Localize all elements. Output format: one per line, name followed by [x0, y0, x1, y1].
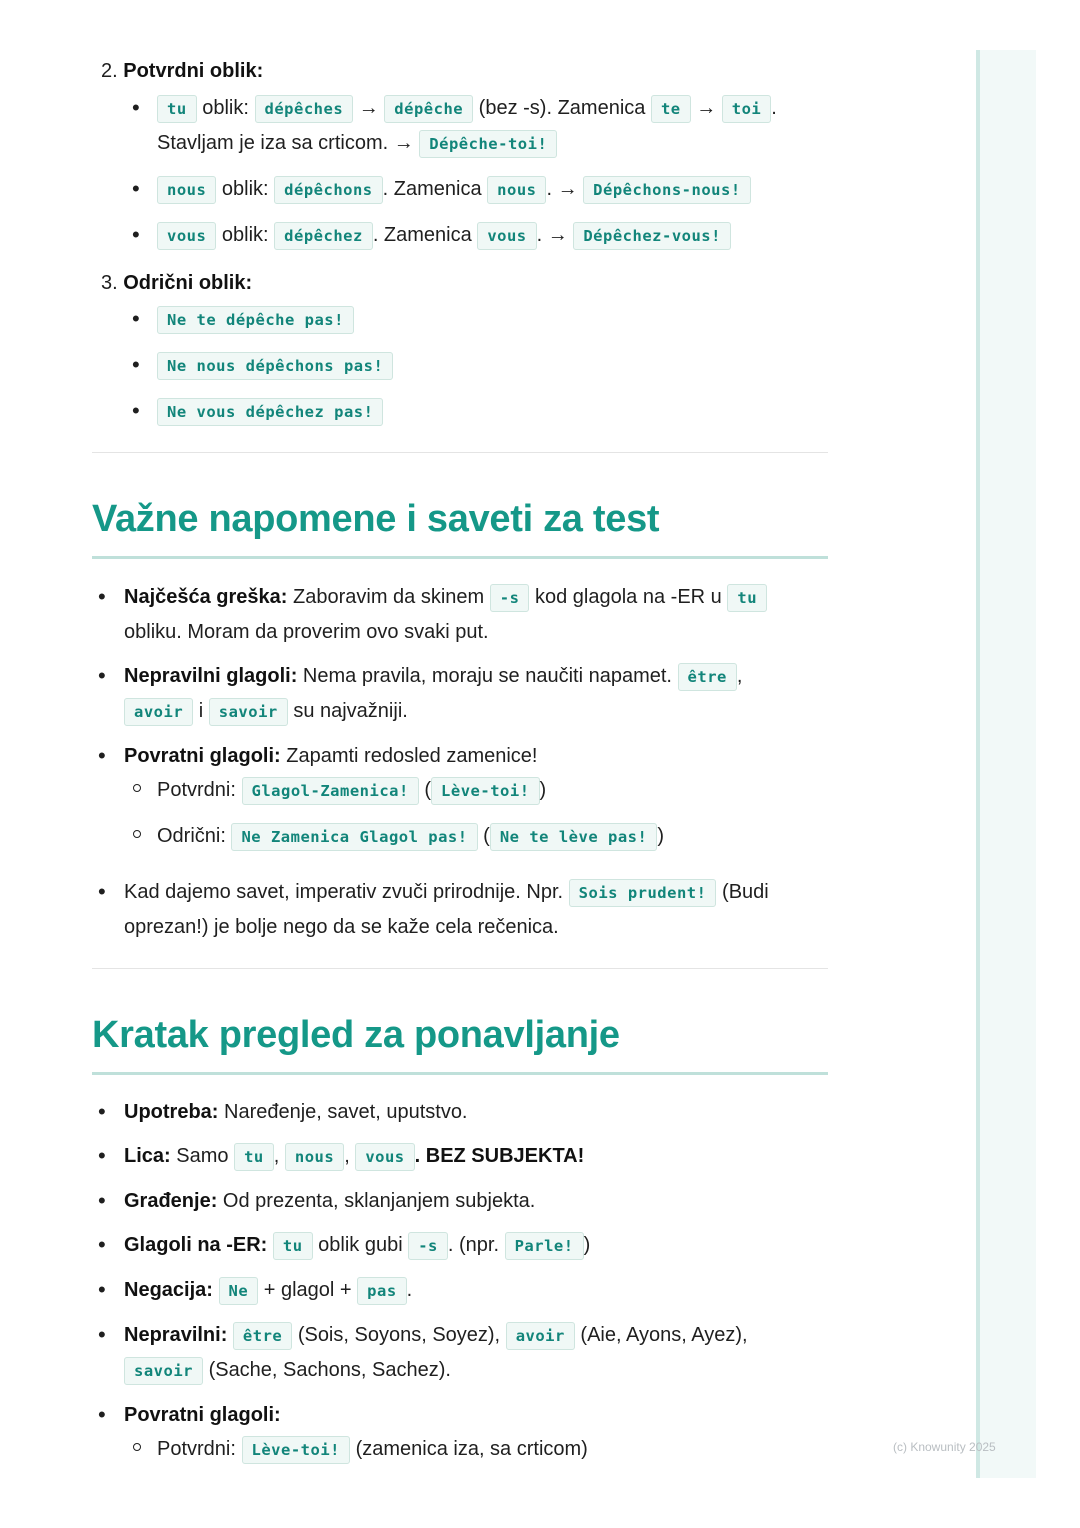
pregled-upotreba: • Upotreba: Naređenje, savet, uputstvo.: [92, 1095, 828, 1129]
odricni-title: Odrični oblik:: [123, 272, 253, 294]
napomene-heading: Važne napomene i saveti za test: [92, 498, 660, 540]
napomena-savet: • Kad dajemo savet, imperativ zvuči prirodnije. Npr. Sois prudent! (Budi oprezan!) je bolje nego da se kaže cela rečenica.: [92, 875, 828, 944]
pregled-heading: Kratak pregled za ponavljanje: [92, 1014, 620, 1056]
napomena-povratni-glagoli: • Povratni glagoli: Zapamti redosled zamenice! Potvrdni: Glagol-Zamenica! ( Lève-toi! ) Odrični: Ne Zamenica Glagol pas! ( Ne te lève pas! ): [92, 739, 828, 854]
pregled-glagoli-er: • Glagoli na -ER: tu oblik gubi -s . (npr. Parle! ): [92, 1228, 828, 1263]
povratni-potvrdni: Potvrdni: Glagol-Zamenica! ( Lève-toi! ): [124, 773, 828, 808]
potvrdni-item-vous: • vous oblik: dépêchez . Zamenica vous . → Dépêchez-vous!: [92, 218, 828, 253]
pregled-povratni: • Povratni glagoli: Potvrdni: Lève-toi! (zamenica iza, sa crticom): [92, 1398, 828, 1467]
pregled-gradjenje: • Građenje: Od prezenta, sklanjanjem subjekta.: [92, 1184, 828, 1218]
pregled-povratni-potvrdni: Potvrdni: Lève-toi! (zamenica iza, sa crticom): [124, 1432, 828, 1467]
odricni-item: • Ne vous dépêchez pas!: [92, 394, 828, 429]
odricni-section: [92, 266, 828, 429]
heading-underline: [92, 556, 828, 559]
odricni-heading: 3. Odrični oblik:: [101, 272, 253, 294]
odricni-item: • Ne nous dépêchons pas!: [92, 348, 828, 383]
pregled-nepravilni: • Nepravilni: être (Sois, Soyons, Soyez), avoir (Aie, Ayons, Ayez), savoir (Sache, Sachons, Sachez).: [92, 1318, 828, 1388]
napomena-najcesca-greska: • Najčešća greška: Zaboravim da skinem -s kod glagola na -ER u tu obliku. Moram da proverim ovo svaki put.: [92, 580, 828, 649]
napomena-nepravilni-glagoli: • Nepravilni glagoli: Nema pravila, moraju se naučiti napamet. être , avoir i savoir su najvažniji.: [92, 659, 828, 729]
right-margin-panel: [976, 50, 1036, 1478]
pregled-negacija: • Negacija: Ne + glagol + pas .: [92, 1273, 828, 1308]
potvrdni-item-tu: • tu oblik: dépêches → dépêche (bez -s). Zamenica te → toi . Stavljam je iza sa crticom. → Dépêche-toi!: [92, 91, 828, 161]
odricni-item: • Ne te dépêche pas!: [92, 302, 828, 337]
divider: [92, 452, 828, 453]
potvrdni-heading: 2. Potvrdni oblik:: [101, 60, 264, 82]
povratni-odricni: Odrični: Ne Zamenica Glagol pas! ( Ne te lève pas! ): [124, 819, 828, 854]
potvrdni-title: Potvrdni oblik:: [123, 60, 264, 82]
potvrdni-item-nous: • nous oblik: dépêchons . Zamenica nous . → Dépêchons-nous!: [92, 172, 828, 207]
pregled-lica: • Lica: Samo tu , nous , vous . BEZ SUBJEKTA!: [92, 1139, 828, 1174]
divider: [92, 968, 828, 969]
potvrdni-section: [92, 54, 828, 253]
footer-copyright: (c) Knowunity 2025: [893, 1440, 996, 1454]
heading-underline: [92, 1072, 828, 1075]
napomene-list: [92, 580, 828, 944]
pregled-list: [92, 1095, 828, 1467]
